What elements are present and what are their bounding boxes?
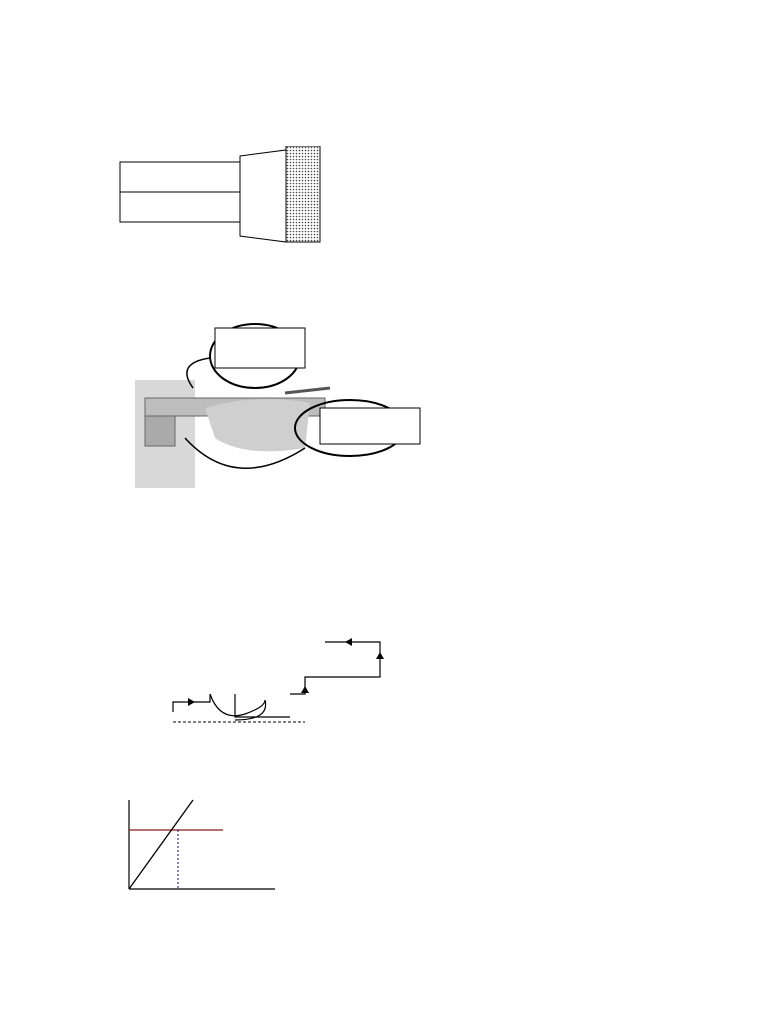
- pen: [285, 388, 330, 393]
- caliper-jaw: [145, 416, 175, 446]
- velocity-graph: [115, 790, 285, 910]
- zoom-panjang: [215, 328, 305, 368]
- path-diagram: [125, 612, 445, 747]
- arrow-up-2: [376, 652, 384, 659]
- micrometer-thimble: [240, 150, 286, 242]
- path-upper: [290, 642, 380, 694]
- arrow-up-1: [301, 686, 309, 693]
- line-b: [129, 800, 193, 889]
- micrometer-figure: [118, 146, 323, 246]
- micrometer-ratchet: [286, 146, 320, 242]
- caliper-figure: [135, 318, 455, 488]
- zoom-lebar: [320, 408, 420, 444]
- arrow-right: [188, 698, 195, 706]
- arrow-left: [345, 638, 352, 646]
- path-dip: [210, 694, 265, 716]
